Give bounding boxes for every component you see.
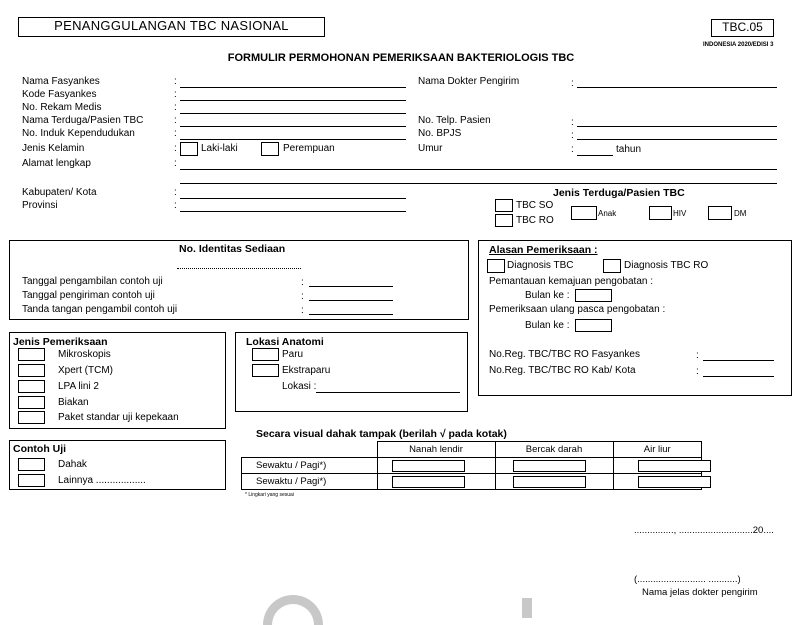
colon: : bbox=[174, 200, 177, 211]
jenis-pemeriksaan-title: Jenis Pemeriksaan bbox=[13, 336, 108, 348]
col-nanah: Nanah lendir bbox=[377, 442, 495, 458]
label-tahun: tahun bbox=[616, 144, 642, 155]
label-tgl-kirim: Tanggal pengiriman contoh uji bbox=[22, 290, 155, 301]
checkbox-paru[interactable] bbox=[252, 348, 279, 361]
checkbox-air-2[interactable] bbox=[638, 476, 711, 488]
field-lokasi[interactable] bbox=[316, 392, 460, 393]
checkbox-xpert[interactable] bbox=[18, 364, 45, 377]
label-bulan-ke-1: Bulan ke : bbox=[525, 290, 570, 301]
colon: : bbox=[174, 128, 177, 139]
checkbox-hiv[interactable] bbox=[649, 206, 672, 220]
checkbox-nanah-1[interactable] bbox=[392, 460, 465, 472]
colon: : bbox=[174, 143, 177, 154]
checkbox-lpa[interactable] bbox=[18, 380, 45, 393]
field-alamat-1[interactable] bbox=[180, 169, 777, 170]
checkbox-laki[interactable] bbox=[180, 142, 198, 156]
label-anak: Anak bbox=[598, 209, 617, 218]
label-no-rekam-medis: No. Rekam Medis bbox=[22, 102, 102, 113]
visual-title: Secara visual dahak tampak (berilah √ pada kotak) bbox=[256, 428, 507, 440]
watermark-fragment bbox=[522, 598, 532, 618]
visual-header-row bbox=[242, 442, 702, 458]
label-xpert: Xpert (TCM) bbox=[58, 365, 113, 376]
colon: : bbox=[696, 350, 699, 361]
label-nama-pasien: Nama Terduga/Pasien TBC bbox=[22, 115, 144, 126]
colon: : bbox=[696, 366, 699, 377]
label-paket: Paket standar uji kepekaan bbox=[58, 412, 179, 423]
checkbox-dahak[interactable] bbox=[18, 458, 45, 471]
label-dahak: Dahak bbox=[58, 459, 87, 470]
colon: : bbox=[301, 305, 304, 316]
checkbox-bercak-1[interactable] bbox=[513, 460, 586, 472]
form-code: TBC.05 bbox=[722, 20, 763, 34]
field-telp[interactable] bbox=[577, 126, 777, 127]
row-label: Sewaktu / Pagi*) bbox=[242, 458, 378, 474]
identitas-title: No. Identitas Sediaan bbox=[179, 243, 286, 255]
field-nama-fasyankes[interactable] bbox=[180, 87, 406, 88]
checkbox-mikroskopis[interactable] bbox=[18, 348, 45, 361]
colon: : bbox=[174, 76, 177, 87]
jenis-terduga-title: Jenis Terduga/Pasien TBC bbox=[553, 187, 685, 199]
colon: : bbox=[174, 89, 177, 100]
checkbox-air-1[interactable] bbox=[638, 460, 711, 472]
lokasi-title: Lokasi Anatomi bbox=[246, 336, 324, 348]
label-ulang: Pemeriksaan ulang pasca pengobatan : bbox=[489, 304, 666, 315]
label-kabupaten: Kabupaten/ Kota bbox=[22, 187, 97, 198]
label-perempuan: Perempuan bbox=[283, 143, 335, 154]
label-tgl-ambil: Tanggal pengambilan contoh uji bbox=[22, 276, 163, 287]
checkbox-bercak-2[interactable] bbox=[513, 476, 586, 488]
field-nik[interactable] bbox=[180, 139, 406, 140]
checkbox-tbc-ro[interactable] bbox=[495, 214, 513, 227]
colon: : bbox=[571, 117, 574, 128]
alasan-title: Alasan Pemeriksaan : bbox=[489, 244, 598, 256]
checkbox-dm[interactable] bbox=[708, 206, 732, 220]
label-jenis-kelamin: Jenis Kelamin bbox=[22, 143, 85, 154]
checkbox-anak[interactable] bbox=[571, 206, 597, 220]
label-alamat: Alamat lengkap bbox=[22, 158, 91, 169]
label-dm: DM bbox=[734, 209, 747, 218]
checkbox-paket[interactable] bbox=[18, 411, 45, 424]
date-line[interactable]: ..............., ............................20.... bbox=[634, 525, 774, 536]
visual-note: * Lingkari yang sesuai bbox=[245, 492, 294, 498]
field-ttd[interactable] bbox=[309, 314, 393, 315]
col-bercak: Bercak darah bbox=[495, 442, 613, 458]
visual-table bbox=[241, 441, 702, 490]
label-laki: Laki-laki bbox=[201, 143, 238, 154]
label-umur: Umur bbox=[418, 143, 443, 154]
checkbox-diagnosis-ro[interactable] bbox=[603, 259, 621, 273]
field-noreg-fasyankes[interactable] bbox=[703, 360, 774, 361]
colon: : bbox=[174, 102, 177, 113]
checkbox-diagnosis-tbc[interactable] bbox=[487, 259, 505, 273]
label-bpjs: No. BPJS bbox=[418, 128, 462, 139]
field-kabupaten[interactable] bbox=[180, 198, 406, 199]
label-diagnosis-tbc: Diagnosis TBC bbox=[507, 260, 574, 271]
field-bulan-ke-2[interactable] bbox=[575, 319, 612, 332]
label-ttd: Tanda tangan pengambil contoh uji bbox=[22, 304, 178, 315]
field-kode-fasyankes[interactable] bbox=[180, 100, 406, 101]
colon: : bbox=[174, 187, 177, 198]
field-nama-dokter[interactable] bbox=[577, 87, 777, 88]
visual-row bbox=[242, 458, 702, 474]
colon: : bbox=[301, 291, 304, 302]
label-noreg-kab: No.Reg. TBC/TBC RO Kab/ Kota bbox=[489, 365, 636, 376]
field-tgl-ambil[interactable] bbox=[309, 286, 393, 287]
field-umur[interactable] bbox=[577, 155, 613, 156]
checkbox-tbc-so[interactable] bbox=[495, 199, 513, 212]
label-nama-dokter: Nama Dokter Pengirim bbox=[418, 76, 520, 87]
field-tgl-kirim[interactable] bbox=[309, 300, 393, 301]
label-nama-fasyankes: Nama Fasyankes bbox=[22, 76, 100, 87]
field-no-rekam-medis[interactable] bbox=[180, 113, 406, 114]
checkbox-nanah-2[interactable] bbox=[392, 476, 465, 488]
checkbox-lainnya[interactable] bbox=[18, 474, 45, 487]
colon: : bbox=[571, 78, 574, 89]
field-bpjs[interactable] bbox=[577, 139, 777, 140]
signature-label: Nama jelas dokter pengirim bbox=[642, 587, 758, 598]
label-tbc-ro: TBC RO bbox=[516, 215, 554, 226]
label-biakan: Biakan bbox=[58, 397, 89, 408]
field-bulan-ke-1[interactable] bbox=[575, 289, 612, 302]
label-pemantauan: Pemantauan kemajuan pengobatan : bbox=[489, 276, 654, 287]
label-diagnosis-ro: Diagnosis TBC RO bbox=[624, 260, 709, 271]
edition: INDONESIA 2020/EDISI 3 bbox=[703, 42, 774, 48]
label-paru: Paru bbox=[282, 349, 304, 360]
checkbox-perempuan[interactable] bbox=[261, 142, 279, 156]
label-lainnya: Lainnya .................. bbox=[58, 475, 146, 486]
identitas-dots bbox=[177, 262, 301, 269]
field-nama-pasien[interactable] bbox=[180, 126, 406, 127]
label-mikroskopis: Mikroskopis bbox=[58, 349, 111, 360]
label-kode-fasyankes: Kode Fasyankes bbox=[22, 89, 97, 100]
label-lpa: LPA lini 2 bbox=[58, 381, 99, 392]
checkbox-ekstraparu[interactable] bbox=[252, 364, 279, 377]
col-air-liur: Air liur bbox=[613, 442, 702, 458]
label-telp: No. Telp. Pasien bbox=[418, 115, 491, 126]
label-nik: No. Induk Kependudukan bbox=[22, 128, 135, 139]
label-noreg-fasyankes: No.Reg. TBC/TBC RO Fasyankes bbox=[489, 349, 640, 360]
field-noreg-kab[interactable] bbox=[703, 376, 774, 377]
program-title: PENANGGULANGAN TBC NASIONAL bbox=[54, 18, 289, 33]
label-ekstraparu: Ekstraparu bbox=[282, 365, 331, 376]
visual-row bbox=[242, 474, 702, 490]
label-hiv: HIV bbox=[673, 209, 687, 218]
field-provinsi[interactable] bbox=[180, 211, 406, 212]
colon: : bbox=[174, 158, 177, 169]
label-lokasi: Lokasi : bbox=[282, 381, 317, 392]
field-alamat-2[interactable] bbox=[180, 183, 777, 184]
colon: : bbox=[571, 144, 574, 155]
colon: : bbox=[301, 277, 304, 288]
colon: : bbox=[571, 130, 574, 141]
contoh-uji-title: Contoh Uji bbox=[13, 443, 67, 455]
watermark-fragment bbox=[263, 595, 323, 625]
form-title: FORMULIR PERMOHONAN PEMERIKSAAN BAKTERIOLOGIS TBC bbox=[227, 52, 575, 64]
signature-line[interactable]: (.......................... ...........) bbox=[634, 574, 741, 585]
label-provinsi: Provinsi bbox=[22, 200, 58, 211]
row-label: Sewaktu / Pagi*) bbox=[242, 474, 378, 490]
label-bulan-ke-2: Bulan ke : bbox=[525, 320, 570, 331]
colon: : bbox=[174, 115, 177, 126]
checkbox-biakan[interactable] bbox=[18, 396, 45, 409]
label-tbc-so: TBC SO bbox=[516, 200, 554, 211]
